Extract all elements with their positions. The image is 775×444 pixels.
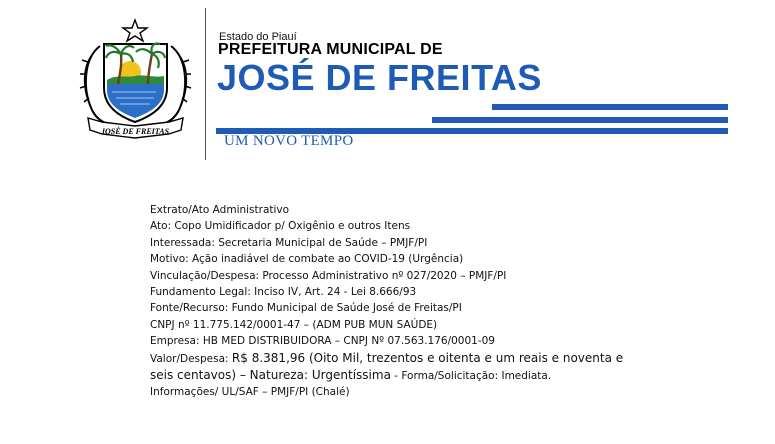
doc-line-informacoes: Informações/ UL/SAF – PMJF/PI (Chalé) [150, 386, 350, 399]
prefeitura-title: PREFEITURA MUNICIPAL DE [218, 41, 443, 58]
doc-line-motivo: Motivo: Ação inadiável de combate ao COVID-19 (Urgência) [150, 253, 464, 266]
doc-line-empresa: Empresa: HB MED DISTRIBUIDORA – CNPJ Nº 07.563.176/0001-09 [150, 335, 495, 348]
header-divider [205, 8, 206, 160]
doc-line-valor [150, 350, 640, 385]
coat-of-arms-icon [78, 18, 193, 140]
doc-line-fundamento: Fundamento Legal: Inciso IV, Art. 24 - Lei 8.666/93 [150, 286, 417, 299]
doc-line-cnpj: CNPJ nº 11.775.142/0001-47 – (ADM PUB MUN SAÚDE) [150, 318, 438, 331]
header-stripe [432, 117, 728, 123]
doc-line-interessada: Interessada: Secretaria Municipal de Saúde – PMJF/PI [150, 236, 428, 249]
doc-line-title: Extrato/Ato Administrativo [150, 204, 290, 216]
state-label: Estado do Piauí [219, 31, 297, 43]
doc-line-vinculacao: Vinculação/Despesa: Processo Administrativo nº 027/2020 – PMJF/PI [150, 269, 507, 282]
header-stripe [492, 104, 728, 110]
slogan: UM NOVO TEMPO [224, 133, 354, 149]
valor-text: R$ 8.381,96 (Oito Mil, trezentos e oitenta e um reais e noventa e seis centavos) – Natureza: Urgentíssima [150, 350, 624, 383]
doc-line-ato: Ato: Copo Umidificador p/ Oxigênio e outros Itens [150, 220, 411, 233]
forma-text: - Forma/Solicitação: Imediata. [390, 370, 552, 383]
valor-label: Valor/Despesa: [150, 352, 232, 365]
document-body [150, 202, 640, 401]
doc-line-fonte: Fonte/Recurso: Fundo Municipal de Saúde José de Freitas/PI [150, 302, 462, 315]
crest-banner-text: JOSÉ DE FREITAS [100, 127, 170, 136]
city-title: JOSÉ DE FREITAS [217, 57, 542, 98]
